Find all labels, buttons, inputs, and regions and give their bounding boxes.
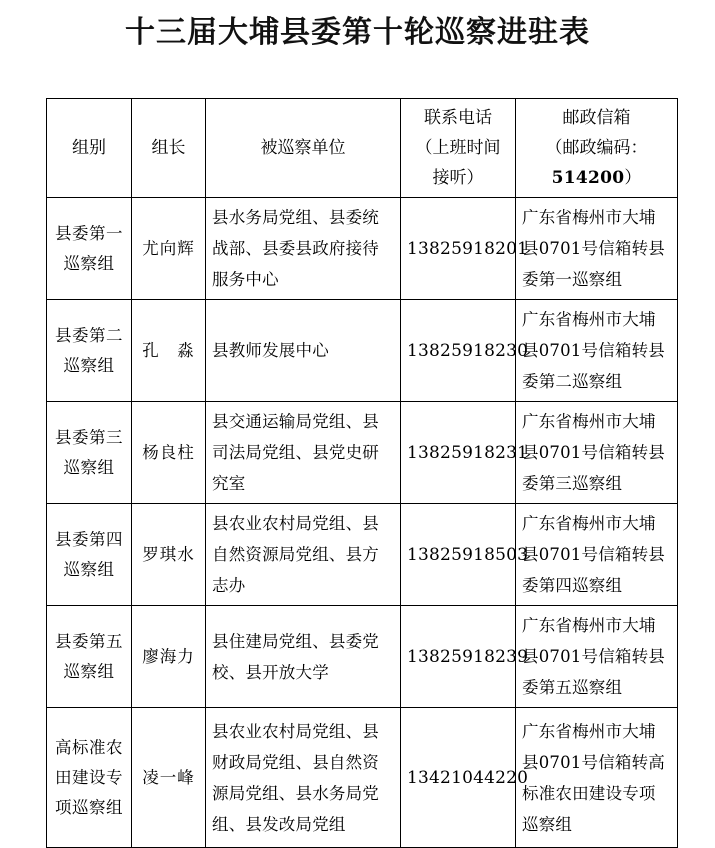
page-title: 十三届大埔县委第十轮巡察进驻表: [125, 15, 590, 50]
group-name-line: 巡察组: [63, 457, 115, 477]
group-name-line: 巡察组: [63, 661, 115, 681]
column-header-postbox: [516, 99, 678, 198]
cell-leader: 孔 淼: [132, 300, 206, 402]
column-header-phone-line2: （上班时间: [415, 138, 501, 158]
cell-phone: 13825918503: [401, 504, 516, 606]
table-row: [47, 504, 678, 606]
cell-inspected-unit: 县水务局党组、县委统战部、县委县政府接待服务中心: [206, 198, 401, 300]
column-header-postbox-line2: （邮政编码：: [545, 138, 648, 158]
group-name-line: 县委第四: [55, 529, 123, 549]
group-name-line: 县委第三: [55, 427, 123, 447]
cell-leader: 廖海力: [132, 606, 206, 708]
cell-group: [47, 504, 132, 606]
cell-postbox: 广东省梅州市大埔县0701号信箱转县委第二巡察组: [516, 300, 678, 402]
cell-group: [47, 402, 132, 504]
group-name-line: 田建设专: [55, 767, 123, 787]
cell-group: [47, 300, 132, 402]
cell-postbox: 广东省梅州市大埔县0701号信箱转县委第五巡察组: [516, 606, 678, 708]
column-header-phone-line3: 接听）: [432, 168, 484, 188]
inspection-table: [46, 98, 678, 848]
group-name-line: 巡察组: [63, 355, 115, 375]
cell-postbox: 广东省梅州市大埔县0701号信箱转高标准农田建设专项巡察组: [516, 708, 678, 848]
cell-group: [47, 198, 132, 300]
group-name-line: 巡察组: [63, 559, 115, 579]
cell-leader: 罗琪水: [132, 504, 206, 606]
column-header-postbox-line3: [522, 163, 671, 193]
column-header-group: [47, 99, 132, 198]
group-name-line: 县委第二: [55, 325, 123, 345]
cell-postbox: 广东省梅州市大埔县0701号信箱转县委第一巡察组: [516, 198, 678, 300]
column-header-leader-label: 组长: [151, 138, 186, 158]
column-header-group-label: 组别: [72, 138, 106, 158]
group-name-line: 县委第五: [55, 631, 123, 651]
cell-phone: 13825918239: [401, 606, 516, 708]
cell-inspected-unit: 县农业农村局党组、县财政局党组、县自然资源局党组、县水务局党组、县发改局党组: [206, 708, 401, 848]
postal-code-close-paren: ）: [624, 168, 642, 188]
cell-group: [47, 606, 132, 708]
column-header-phone-line1: 联系电话: [424, 108, 492, 128]
cell-postbox: 广东省梅州市大埔县0701号信箱转县委第三巡察组: [516, 402, 678, 504]
table-row: [47, 708, 678, 848]
cell-phone: 13825918230: [401, 300, 516, 402]
cell-leader: 尤向辉: [132, 198, 206, 300]
column-header-phone: [401, 99, 516, 198]
table-row: [47, 198, 678, 300]
column-header-unit: [206, 99, 401, 198]
cell-inspected-unit: 县住建局党组、县委党校、县开放大学: [206, 606, 401, 708]
column-header-postbox-line1: 邮政信箱: [562, 108, 631, 128]
cell-inspected-unit: 县农业农村局党组、县自然资源局党组、县方志办: [206, 504, 401, 606]
table-row: [47, 606, 678, 708]
cell-group: [47, 708, 132, 848]
cell-phone: 13825918231: [401, 402, 516, 504]
cell-leader: 杨良柱: [132, 402, 206, 504]
group-name-line: 县委第一: [55, 223, 123, 243]
table-body: [47, 198, 678, 848]
cell-postbox: 广东省梅州市大埔县0701号信箱转县委第四巡察组: [516, 504, 678, 606]
group-name-line: 巡察组: [63, 253, 115, 273]
group-name-line: 项巡察组: [55, 797, 123, 817]
cell-inspected-unit: 县教师发展中心: [206, 300, 401, 402]
table-row: [47, 402, 678, 504]
column-header-leader: [132, 99, 206, 198]
cell-phone: 13825918201: [401, 198, 516, 300]
group-name-line: 高标准农: [55, 737, 123, 757]
column-header-unit-label: 被巡察单位: [260, 138, 346, 158]
cell-leader: 凌一峰: [132, 708, 206, 848]
table-row: [47, 300, 678, 402]
cell-inspected-unit: 县交通运输局党组、县司法局党组、县党史研究室: [206, 402, 401, 504]
table-header: [47, 99, 678, 198]
postal-code-value: 514200: [551, 168, 625, 188]
table-header-row: [47, 99, 678, 198]
cell-phone: 13421044220: [401, 708, 516, 848]
inspection-table-container: [46, 98, 677, 848]
